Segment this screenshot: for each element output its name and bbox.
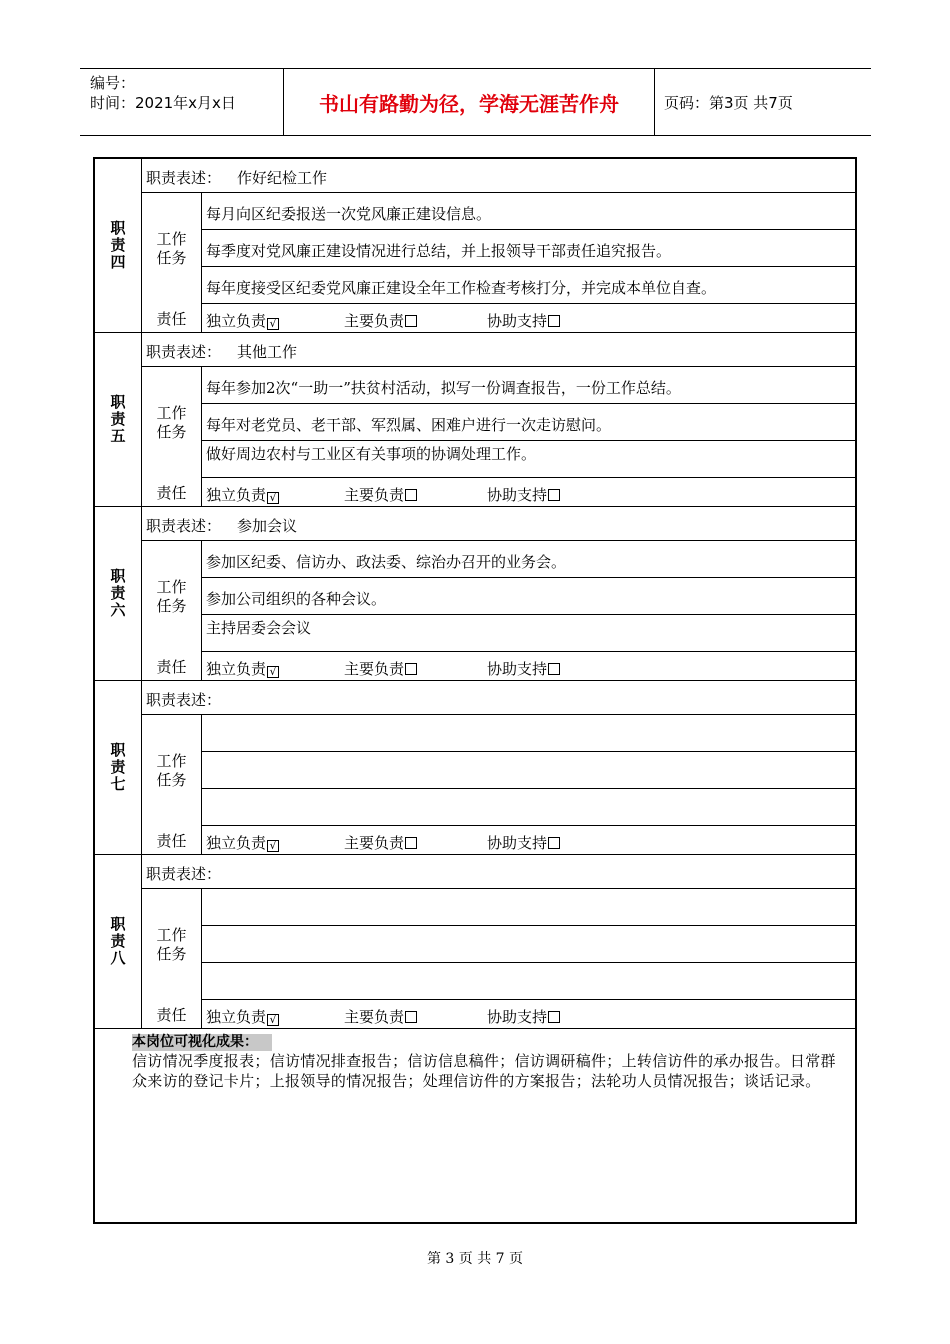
task-list (202, 715, 855, 826)
task-row: 每年参加2次“一助一”扶贫村活动，拟写一份调查报告，一份工作总结。 (202, 367, 855, 404)
duty-title: 职责六 (108, 568, 127, 619)
description-label: 职责表述： (146, 343, 222, 361)
task-list (202, 367, 855, 478)
responsibility-label: 责任 (142, 304, 202, 333)
checkbox-empty[interactable] (548, 1011, 560, 1023)
work-task-label-cell (142, 193, 202, 304)
work-task-label: 工作任务 (156, 577, 187, 615)
duty-description-row (142, 507, 855, 541)
work-task-label: 工作任务 (156, 403, 187, 441)
work-task-label-cell (142, 367, 202, 478)
description-label: 职责表述： (146, 169, 222, 187)
work-task-label-cell (142, 715, 202, 826)
task-list (202, 193, 855, 304)
responsibility-options (202, 478, 855, 507)
responsibility-label: 责任 (142, 1000, 202, 1029)
option-independent: 独立负责 √ (206, 834, 279, 852)
results-text: 信访情况季度报表；信访情况排查报告；信访信息稿件；信访调研稿件；上转信访件的承办报告。日常群众来访的登记卡片；上报领导的情况报告；处理信访件的方案报告；法轮功人员情况报告；谈话记录。 (132, 1052, 836, 1090)
task-row: 做好周边农村与工业区有关事项的协调处理工作。 (202, 441, 855, 478)
option-independent: 独立负责 √ (206, 660, 279, 678)
option-main: 主要负责 (344, 832, 417, 853)
task-row: 参加公司组织的各种会议。 (202, 578, 855, 615)
header-page-number: 页码：第3页 共7页 (664, 93, 793, 112)
document-date-label: 时间：2021年x月x日 (90, 94, 236, 112)
visible-results-section (95, 1029, 855, 1222)
duty-title-cell (95, 855, 142, 1028)
checkbox-checked[interactable]: √ (267, 840, 279, 852)
option-assist: 协助支持 (487, 310, 560, 331)
duty-section (95, 681, 855, 855)
responsibility-label: 责任 (142, 826, 202, 855)
work-task-label: 工作任务 (156, 751, 187, 789)
duty-title-cell (95, 681, 142, 854)
duty-title-cell (95, 333, 142, 506)
checkbox-empty[interactable] (548, 837, 560, 849)
work-task-label: 工作任务 (156, 925, 187, 963)
page-header (80, 68, 871, 136)
task-row: 主持居委会会议 (202, 615, 855, 652)
duty-title: 职责七 (108, 742, 127, 793)
option-assist: 协助支持 (487, 658, 560, 679)
duty-description-row (142, 681, 855, 715)
duty-title: 职责八 (108, 916, 127, 967)
task-list (202, 541, 855, 652)
task-row: 每季度对党风廉正建设情况进行总结，并上报领导干部责任追究报告。 (202, 230, 855, 267)
checkbox-empty[interactable] (405, 837, 417, 849)
checkbox-checked[interactable]: √ (267, 666, 279, 678)
checkbox-checked[interactable]: √ (267, 318, 279, 330)
responsibility-options (202, 1000, 855, 1029)
task-row: 每月向区纪委报送一次党风廉正建设信息。 (202, 193, 855, 230)
task-row (202, 926, 855, 963)
work-task-label: 工作任务 (156, 229, 187, 267)
header-motto: 书山有路勤为径，学海无涯苦作舟 (283, 69, 655, 135)
task-row (202, 715, 855, 752)
duty-title: 职责四 (108, 220, 127, 271)
checkbox-checked[interactable]: √ (267, 492, 279, 504)
option-independent: 独立负责 √ (206, 1008, 279, 1026)
option-independent: 独立负责 √ (206, 486, 279, 504)
duty-title: 职责五 (108, 394, 127, 445)
responsibility-label: 责任 (142, 478, 202, 507)
duty-title-cell (95, 159, 142, 332)
checkbox-empty[interactable] (405, 315, 417, 327)
work-task-label-cell (142, 541, 202, 652)
duty-description: 其他工作 (237, 343, 298, 361)
option-assist: 协助支持 (487, 484, 560, 505)
duty-section (95, 507, 855, 681)
checkbox-checked[interactable]: √ (267, 1014, 279, 1026)
checkbox-empty[interactable] (405, 1011, 417, 1023)
description-label: 职责表述： (146, 517, 222, 535)
option-main: 主要负责 (344, 484, 417, 505)
duty-section (95, 855, 855, 1029)
duty-description: 作好纪检工作 (237, 169, 328, 187)
duty-section (95, 159, 855, 333)
page-footer: 第 3 页 共 7 页 (426, 1251, 524, 1267)
option-main: 主要负责 (344, 1006, 417, 1027)
work-task-label-cell (142, 889, 202, 1000)
duty-description-row (142, 333, 855, 367)
results-title: 本岗位可视化成果： (132, 1034, 272, 1051)
checkbox-empty[interactable] (548, 489, 560, 501)
task-row: 每年度接受区纪委党风廉正建设全年工作检查考核打分，并完成本单位自查。 (202, 267, 855, 304)
option-independent: 独立负责 √ (206, 312, 279, 330)
checkbox-empty[interactable] (548, 315, 560, 327)
task-row: 参加区纪委、信访办、政法委、综治办召开的业务会。 (202, 541, 855, 578)
duties-table (93, 157, 857, 1224)
checkbox-empty[interactable] (405, 663, 417, 675)
task-row (202, 963, 855, 1000)
option-main: 主要负责 (344, 310, 417, 331)
responsibility-options (202, 304, 855, 333)
responsibility-label: 责任 (142, 652, 202, 681)
document-number-label: 编号： (90, 74, 136, 92)
duty-description: 参加会议 (237, 517, 298, 535)
task-row (202, 789, 855, 826)
option-assist: 协助支持 (487, 1006, 560, 1027)
responsibility-options (202, 826, 855, 855)
description-label: 职责表述： (146, 691, 222, 709)
duty-description-row (142, 159, 855, 193)
option-main: 主要负责 (344, 658, 417, 679)
task-row (202, 752, 855, 789)
duty-section (95, 333, 855, 507)
header-meta (80, 69, 283, 135)
duty-description-row (142, 855, 855, 889)
option-assist: 协助支持 (487, 832, 560, 853)
responsibility-options (202, 652, 855, 681)
description-label: 职责表述： (146, 865, 222, 883)
duty-title-cell (95, 507, 142, 680)
task-list (202, 889, 855, 1000)
task-row: 每年对老党员、老干部、军烈属、困难户进行一次走访慰问。 (202, 404, 855, 441)
checkbox-empty[interactable] (548, 663, 560, 675)
checkbox-empty[interactable] (405, 489, 417, 501)
task-row (202, 889, 855, 926)
